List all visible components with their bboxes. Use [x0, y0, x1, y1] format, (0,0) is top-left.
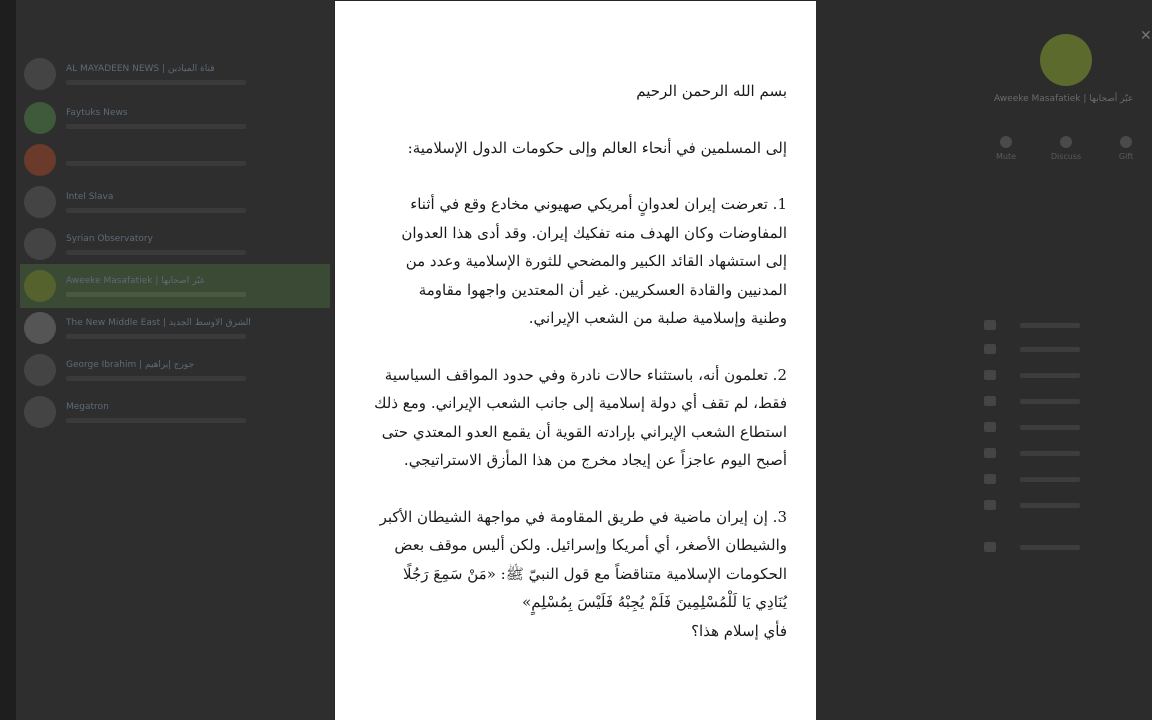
paragraph-line: المفاوضات وكان الهدف منه تفكيك إيران. وقد أدى هذا العدوان — [401, 223, 787, 242]
discuss-action[interactable]: Discuss — [1046, 136, 1086, 161]
paragraph-line: فأي إسلام هذا؟ — [691, 621, 787, 640]
paragraph-line: 2. تعلمون أنه، باستثناء حالات نادرة وفي حدود المواقف السياسية — [384, 365, 787, 384]
chat-title: Intel Slava — [66, 191, 114, 202]
profile-row[interactable] — [984, 368, 1124, 382]
chat-title: Megatron — [66, 401, 109, 412]
left-strip — [0, 0, 16, 720]
media-viewer-image[interactable] — [335, 1, 816, 720]
chat-title: Faytuks News — [66, 107, 128, 118]
chat-list-item[interactable] — [20, 306, 330, 350]
chat-list-item[interactable] — [20, 180, 330, 224]
profile-row[interactable] — [984, 540, 1124, 554]
gift-action[interactable]: Gift — [1106, 136, 1146, 161]
paragraph-line: فقط، لم تقف أي دولة إسلامية إلى جانب الشعب الإيراني. ومع ذلك — [374, 394, 787, 412]
avatar — [24, 58, 56, 90]
chat-list-item[interactable] — [20, 348, 330, 392]
chat-list-item[interactable] — [20, 138, 330, 182]
paragraph-line: وطنية وإسلامية صلبة من الشعب الإيراني. — [528, 309, 787, 327]
profile-row[interactable] — [984, 318, 1124, 332]
document-text — [367, 77, 787, 645]
close-icon[interactable]: ✕ — [1140, 28, 1152, 44]
chat-title: The New Middle East | الشرق الأوسط الجديد — [66, 317, 251, 328]
chat-bubble-icon — [1060, 136, 1072, 148]
profile-row[interactable] — [984, 498, 1124, 512]
profile-row[interactable] — [984, 420, 1124, 434]
chat-list-item[interactable] — [20, 390, 330, 434]
chat-title: George Ibrahim | جورج إبراهيم — [66, 359, 195, 370]
profile-row[interactable] — [984, 394, 1124, 408]
profile-panel — [816, 0, 1152, 720]
photo-icon — [984, 344, 996, 354]
paragraph-line: 3. إن إيران ماضية في طريق المقاومة في مواجهة الشيطان الأكبر — [379, 507, 787, 526]
mute-action[interactable]: Mute — [986, 136, 1026, 161]
channel-avatar — [1040, 34, 1092, 86]
chat-title: Syrian Observatory — [66, 233, 153, 244]
gift-icon — [1120, 136, 1132, 148]
avatar — [24, 144, 56, 176]
paragraph-line: المدنيين والقادة العسكريين. غير أن المعتدين واجهوا مقاومة — [418, 280, 787, 299]
avatar — [24, 102, 56, 134]
avatar — [24, 270, 56, 302]
chat-list-item[interactable] — [20, 96, 330, 140]
link-icon — [984, 448, 996, 458]
channel-name: Aweeke Masafatiek | عبّر أصحابها — [994, 94, 1134, 104]
chat-list-item[interactable] — [20, 222, 330, 266]
document-address: إلى المسلمين في أنحاء العالم وإلى حكومات الدول الإسلامية: — [407, 138, 787, 157]
chat-title: AL MAYADEEN NEWS | قناة الميادين — [66, 63, 215, 74]
profile-row[interactable] — [984, 446, 1124, 460]
paragraph-line: إلى استشهاد القائد الكبير والمضحي للثورة الإسلامية وعدد من — [405, 252, 787, 270]
avatar — [24, 354, 56, 386]
chat-list-item-active[interactable] — [20, 264, 330, 308]
avatar — [24, 312, 56, 344]
video-icon — [984, 370, 996, 380]
paragraph-line: والشيطان الأصغر، أي أمريكا وإسرائيل. ولكن أليس موقف بعض — [394, 536, 787, 554]
file-icon — [984, 396, 996, 406]
profile-row[interactable] — [984, 472, 1124, 486]
avatar — [24, 186, 56, 218]
info-icon — [984, 320, 996, 330]
profile-row[interactable] — [984, 342, 1124, 356]
bell-icon — [1000, 136, 1012, 148]
paragraph-line: استطاع الشعب الإيراني بإرادته القوية أن يقمع العدو المعتدي حتى — [381, 422, 787, 441]
paragraph-line: الحكومات الإسلامية متناقضاً مع قول النبيّ ﷺ: «مَنْ سَمِعَ رَجُلًا — [403, 564, 787, 583]
chat-title: Aweeke Masafatiek | عبّر أصحابها — [66, 275, 206, 286]
voice-icon — [984, 474, 996, 484]
gif-icon — [984, 500, 996, 510]
paragraph-line: أصبح اليوم عاجزاً عن إيجاد مخرج من هذا المأزق الاستراتيجي. — [403, 451, 787, 469]
avatar — [24, 228, 56, 260]
document-heading: بسم الله الرحمن الرحيم — [636, 82, 787, 100]
leave-icon — [984, 542, 996, 552]
paragraph-line: 1. تعرضت إيران لعدوانٍ أمريكي صهيوني مخادع وقع في أثناء — [410, 195, 787, 213]
chat-list-item[interactable] — [20, 52, 330, 96]
paragraph-line: يُنَادِي يَا لَلْمُسْلِمِينَ فَلَمْ يُجِبْهُ فَلَيْسَ بِمُسْلِمٍ» — [522, 593, 787, 611]
avatar — [24, 396, 56, 428]
music-icon — [984, 422, 996, 432]
